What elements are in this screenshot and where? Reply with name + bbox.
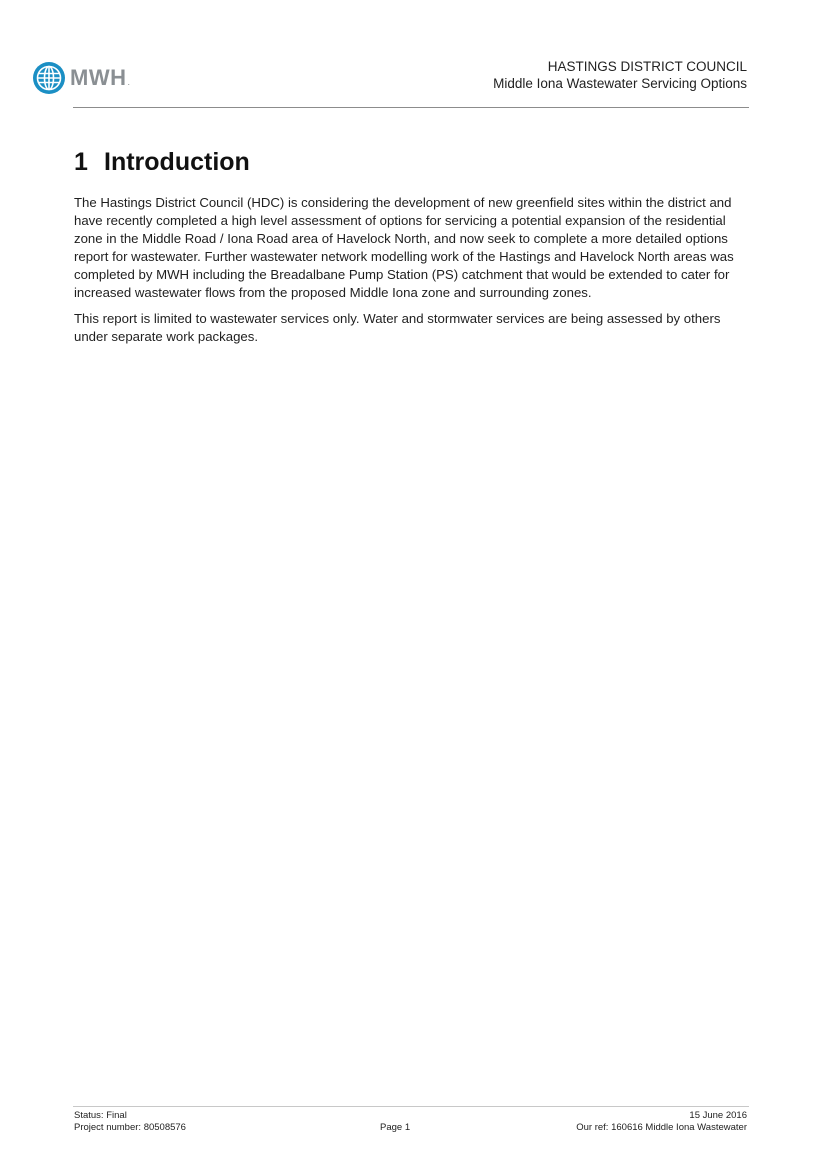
company-logo: [32, 61, 130, 95]
globe-icon: [32, 61, 66, 95]
document-date: 15 June 2016: [689, 1110, 747, 1121]
logo-wordmark-dot: .: [127, 77, 130, 87]
header-divider: [73, 107, 749, 108]
footer-divider: [73, 1106, 749, 1107]
client-name: HASTINGS DISTRICT COUNCIL: [547, 59, 747, 74]
reference-number: Our ref: 160616 Middle Iona Wastewater: [576, 1122, 747, 1133]
section-body: [74, 194, 750, 354]
footer-left: [74, 1110, 186, 1134]
footer-right: [576, 1110, 747, 1134]
status-text: Status: Final: [74, 1110, 127, 1121]
page-number: Page 1: [380, 1122, 411, 1133]
section-title: Introduction: [104, 148, 250, 176]
project-title: Middle Iona Wastewater Servicing Options: [493, 76, 747, 91]
logo-wordmark: MWH: [70, 65, 127, 90]
section-heading: [74, 148, 250, 177]
section-number: 1: [74, 148, 88, 176]
project-number: Project number: 80508576: [74, 1122, 186, 1133]
paragraph: This report is limited to wastewater services only. Water and stormwater services are being assessed by others under separate work packages.: [74, 311, 721, 344]
document-header: [493, 58, 747, 92]
paragraph: The Hastings District Council (HDC) is considering the development of new greenfield sites within the district and have recently completed a high level assessment of options for servicing a potential expansion of the residential zone in the Middle Road / Iona Road area of Havelock North, and now seek to complete a more detailed options report for wastewater. Further wastewater network modelling work of the Hastings and Havelock North areas was completed by MWH including the Breadalbane Pump Station (PS) catchment that would be extended to cater for increased wastewater flows from the proposed Middle Iona zone and surrounding zones.: [74, 195, 734, 300]
